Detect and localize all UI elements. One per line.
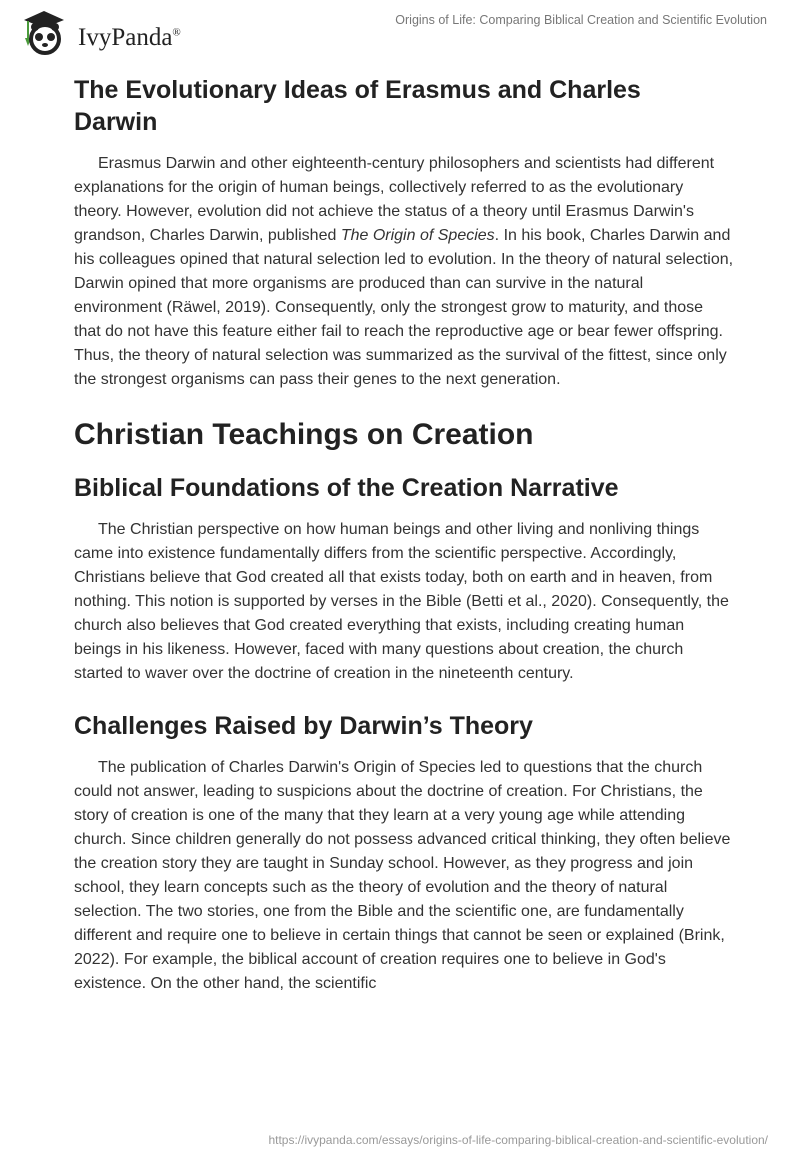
section-heading-evolutionary-ideas: The Evolutionary Ideas of Erasmus and Charles Darwin	[74, 76, 641, 136]
essay-content	[74, 72, 734, 1020]
ivypanda-logo[interactable]	[20, 8, 181, 56]
section-heading-challenges: Challenges Raised by Darwin’s Theory	[74, 712, 533, 740]
document-title: Origins of Life: Comparing Biblical Creation and Scientific Evolution	[395, 13, 767, 27]
registered-mark: ®	[172, 26, 181, 39]
panda-graduate-icon	[20, 8, 72, 56]
source-url[interactable]: https://ivypanda.com/essays/origins-of-life-comparing-biblical-creation-and-scientific-evolution/	[268, 1133, 768, 1147]
book-title: The Origin of Species	[340, 227, 495, 244]
paragraph-biblical-foundations: The Christian perspective on how human beings and other living and nonliving things came into existence fundamentally differs from the scientific perspective. Accordingly, Christians believe that God created all that exists today, both on earth and in heaven, from nothing. This notion is supported by verses in the Bible (Betti et al., 2020). Consequently, the church also believes that God created everything that exists, including creating human beings in his likeness. However, faced with many questions about creation, the church started to waver over the doctrine of creation in the nineteenth century.	[74, 521, 729, 682]
paragraph-challenges: The publication of Charles Darwin's Origin of Species led to questions that the church could not answer, leading to suspicions about the doctrine of creation. For Christians, the story of creation is one of the many that they learn at a very young age while attending church. Since children generally do not possess advanced critical thinking, they often believe the creation story they are taught in Sunday school. However, as they progress and join school, they learn concepts such as the theory of evolution and the theory of natural selection. The two stories, one from the Bible and the scientific one, are fundamentally different and require one to believe in certain things that cannot be seen or explained (Brink, 2022). For example, the biblical account of creation requires one to believe in God's existence. On the other hand, the scientific	[74, 759, 731, 992]
section-heading-christian-teachings: Christian Teachings on Creation	[74, 418, 534, 451]
paragraph-text: . In his book, Charles Darwin and his colleagues opined that natural selection led to evolution. In the theory of natural selection, Darwin opined that more organisms are produced than can survive in the natural environment (Räwel, 2019). Consequently, only the strongest grow to maturity, and those that do not have this feature either fail to reach the reproductive age or bear fewer offspring. Thus, the theory of natural selection was summarized as the survival of the fittest, since only the strongest organisms can pass their genes to the next generation.	[74, 227, 734, 388]
section-heading-biblical-foundations: Biblical Foundations of the Creation Narrative	[74, 474, 619, 502]
paragraph-text: Erasmus Darwin and other eighteenth-century philosophers and scientists had different explanations for the origin of human beings, collectively referred to as the evolutionary theory. However, evolution did not achieve the status of a theory until Erasmus Darwin's grandson, Charles Darwin, published	[74, 155, 715, 244]
logo-text: IvyPanda	[78, 24, 173, 51]
paragraph-evolutionary-ideas	[74, 152, 734, 392]
